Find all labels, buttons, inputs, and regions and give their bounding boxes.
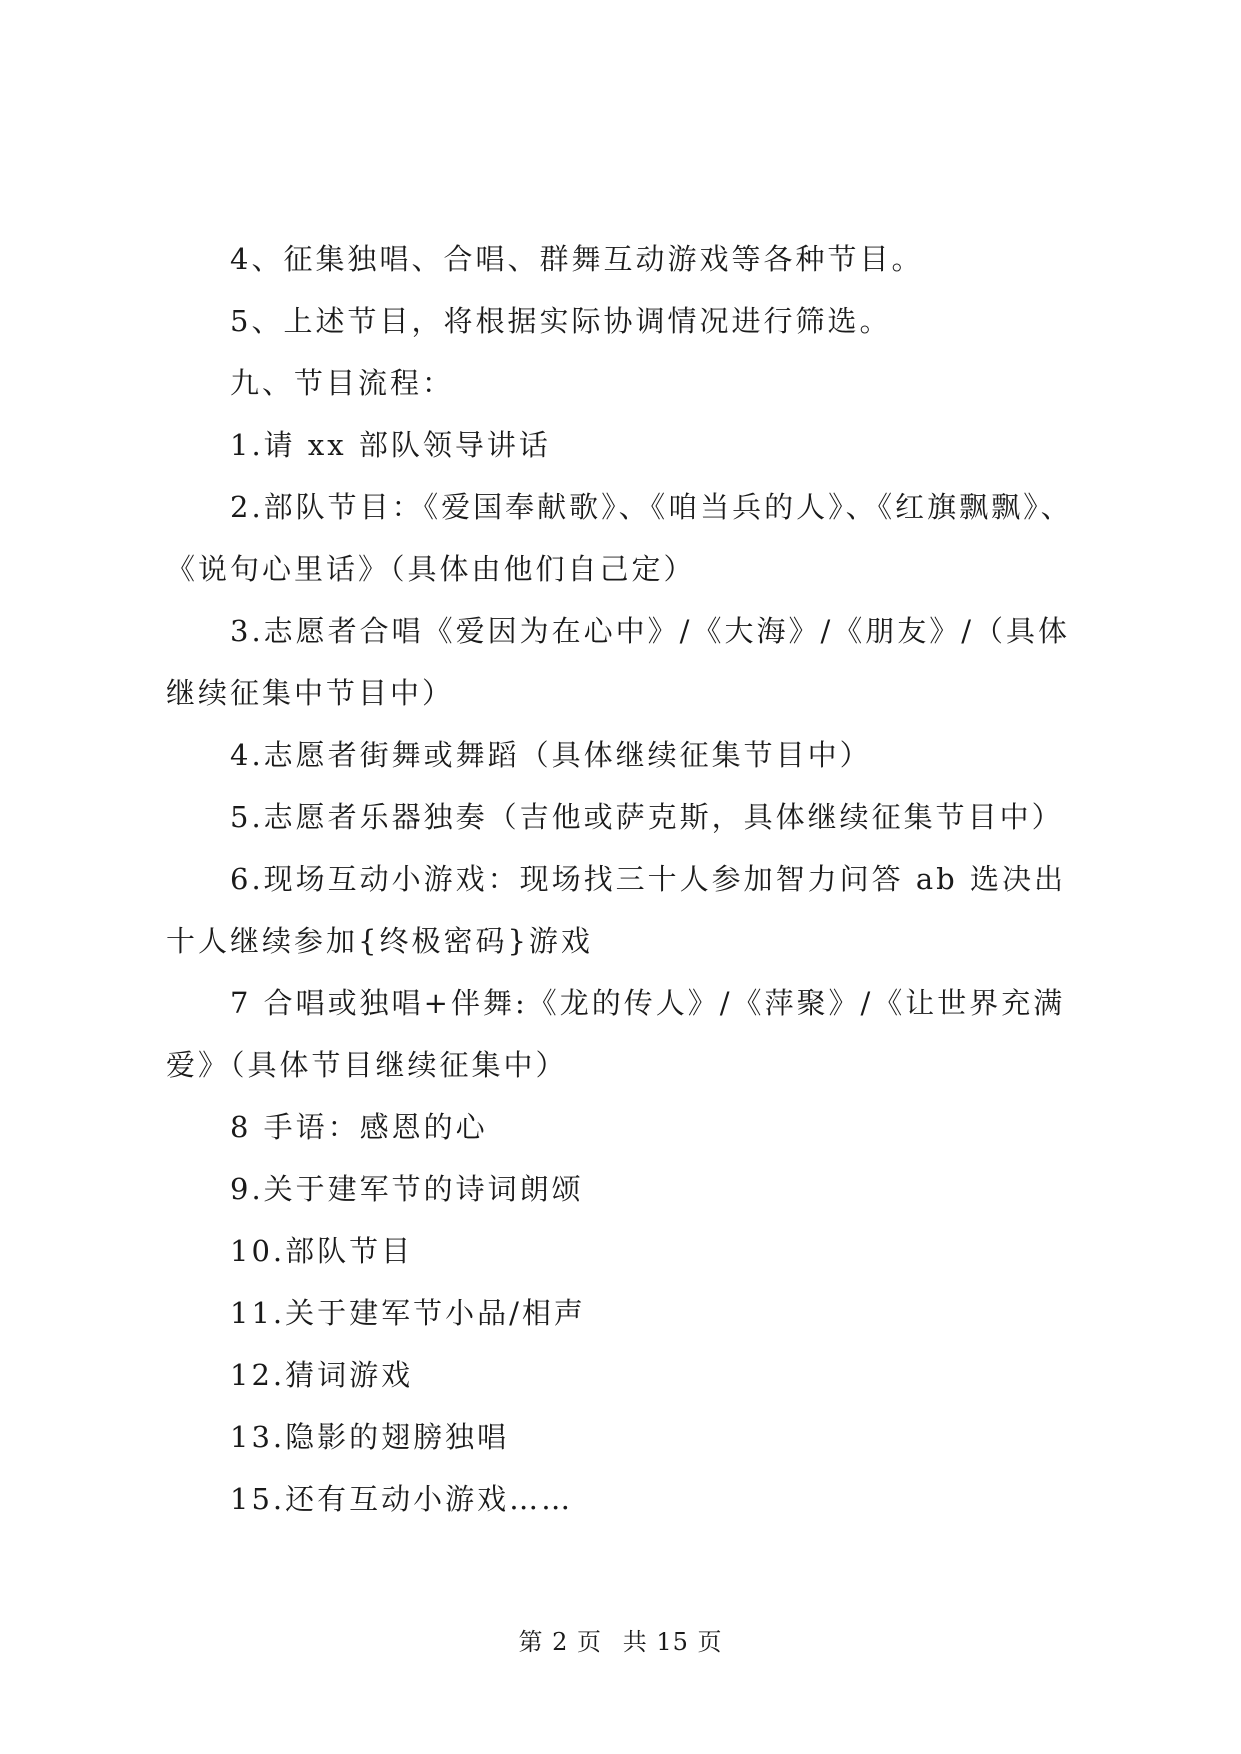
page-number: 第 2 页 [518, 1628, 603, 1656]
list-item: 9.关于建军节的诗词朗颂 [230, 1172, 584, 1206]
list-item: 10.部队节目 [230, 1234, 414, 1268]
document-body [166, 228, 1086, 1530]
page-footer [0, 1622, 1241, 1657]
list-item: 8 手语：感恩的心 [230, 1110, 488, 1144]
list-item: 15.还有互动小游戏…… [230, 1482, 574, 1516]
list-item: 7 合唱或独唱+伴舞:《龙的传人》/《萍聚》/《让世界充满爱》（具体节目继续征集中） [166, 986, 1066, 1082]
list-item: 4.志愿者街舞或舞蹈（具体继续征集节目中） [230, 738, 872, 772]
list-item: 1.请 xx 部队领导讲话 [230, 428, 551, 462]
list-item: 5.志愿者乐器独奏（吉他或萨克斯，具体继续征集节目中） [230, 800, 1064, 834]
list-item: 3.志愿者合唱《爱因为在心中》/《大海》/《朋友》/（具体继续征集中节目中） [166, 614, 1070, 710]
list-item: 13.隐影的翅膀独唱 [230, 1420, 510, 1454]
section-heading: 九、节目流程： [230, 366, 455, 400]
list-item: 11.关于建军节小品/相声 [230, 1296, 586, 1330]
paragraph: 5、上述节目，将根据实际协调情况进行筛选。 [230, 304, 892, 338]
page-total: 共 15 页 [622, 1628, 723, 1656]
paragraph: 4、征集独唱、合唱、群舞互动游戏等各种节目。 [230, 242, 924, 276]
list-item: 12.猜词游戏 [230, 1358, 414, 1392]
list-item: 6.现场互动小游戏：现场找三十人参加智力问答 ab 选决出十人继续参加{终极密码}游戏 [166, 862, 1066, 958]
list-item: 2.部队节目：《爱国奉献歌》、《咱当兵的人》、《红旗飘飘》、《说句心里话》（具体由他们自己定） [166, 490, 1073, 586]
